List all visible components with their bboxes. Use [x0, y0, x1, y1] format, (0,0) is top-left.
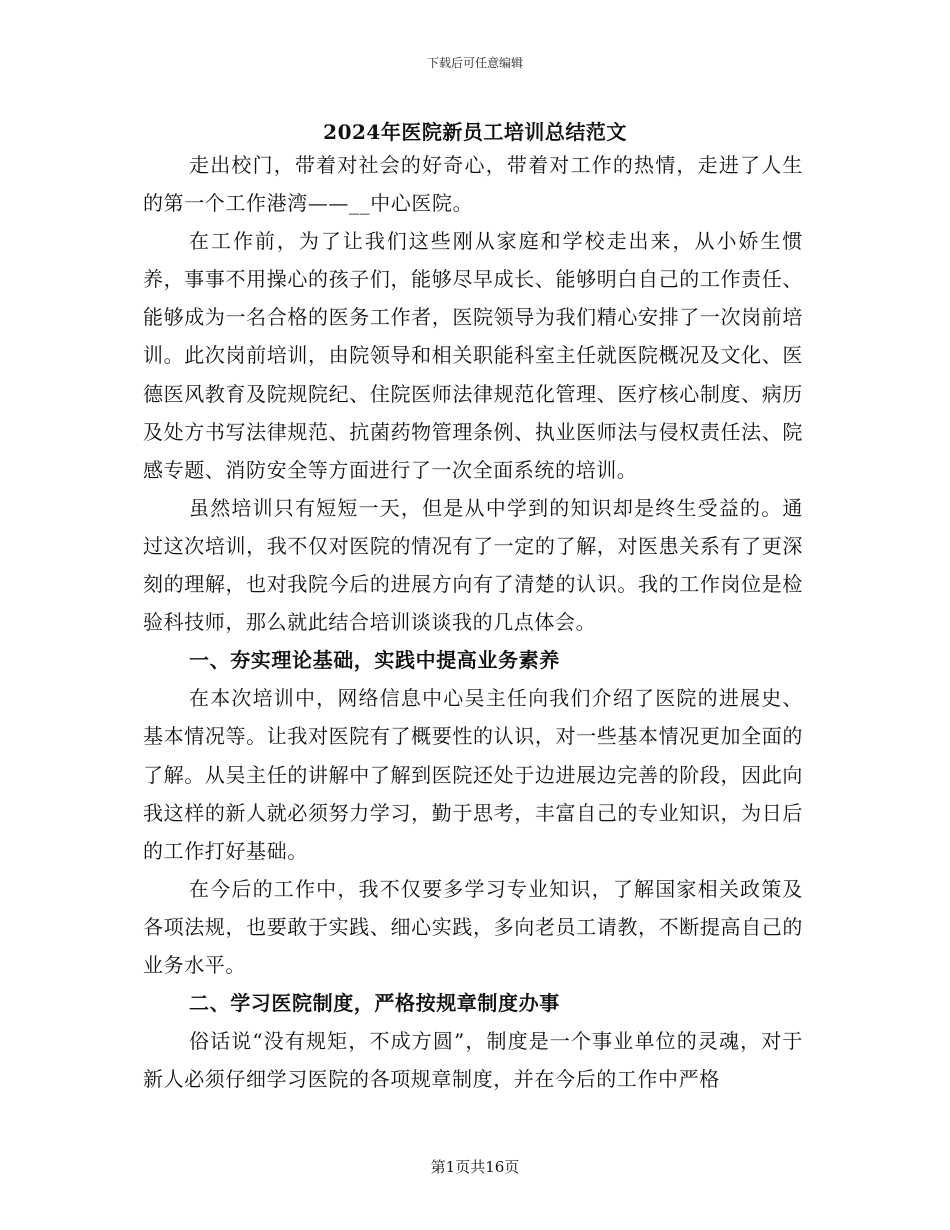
paragraph: 在今后的工作中，我不仅要多学习专业知识，了解国家相关政策及各项法规，也要敢于实践、细心实践，多向老员工请教，不断提高自己的业务水平。: [143, 876, 803, 977]
page-header-note: 下载后可任意编辑: [426, 56, 523, 70]
document-title: 2024年医院新员工培训总结范文: [323, 120, 627, 144]
section-heading: 二、学习医院制度，严格按规章制度办事: [189, 991, 560, 1016]
document-body: [143, 146, 803, 1098]
page-number: 第1页共16页: [430, 1158, 520, 1176]
paragraph: 走出校门，带着对社会的好奇心，带着对工作的热情，走进了人生的第一个工作港湾——__中心医院。: [143, 153, 803, 216]
paragraph: 在工作前，为了让我们这些刚从家庭和学校走出来，从小娇生惯养，事事不用操心的孩子们，能够尽早成长、能够明白自己的工作责任、能够成为一名合格的医务工作者，医院领导为我们精心安排了一次岗前培训。此次岗前培训，由院领导和相关职能科室主任就医院概况及文化、医德医风教育及院规院纪、住院医师法律规范化管理、医疗核心制度、病历及处方书写法律规范、抗菌药物管理条例、执业医师法与侵权责任法、院感专题、消防安全等方面进行了一次全面系统的培训。: [143, 229, 803, 482]
section-heading: 一、夯实理论基础，实践中提高业务素养: [189, 648, 560, 673]
paragraph: 俗话说“没有规矩，不成方圆”，制度是一个事业单位的灵魂，对于新人必须仔细学习医院的各项规章制度，并在今后的工作中严格: [143, 1029, 803, 1092]
paragraph: 虽然培训只有短短一天，但是从中学到的知识却是终生受益的。通过这次培训，我不仅对医院的情况有了一定的了解，对医患关系有了更深刻的理解，也对我院今后的进展方向有了清楚的认识。我的工作岗位是检验科技师，那么就此结合培训谈谈我的几点体会。: [143, 495, 803, 635]
paragraph: 在本次培训中，网络信息中心吴主任向我们介绍了医院的进展史、基本情况等。让我对医院有了概要性的认识，对一些基本情况更加全面的了解。从吴主任的讲解中了解到医院还处于边进展边完善的阶段，因此向我这样的新人就必须努力学习，勤于思考，丰富自己的专业知识，为日后的工作打好基础。: [143, 686, 803, 863]
